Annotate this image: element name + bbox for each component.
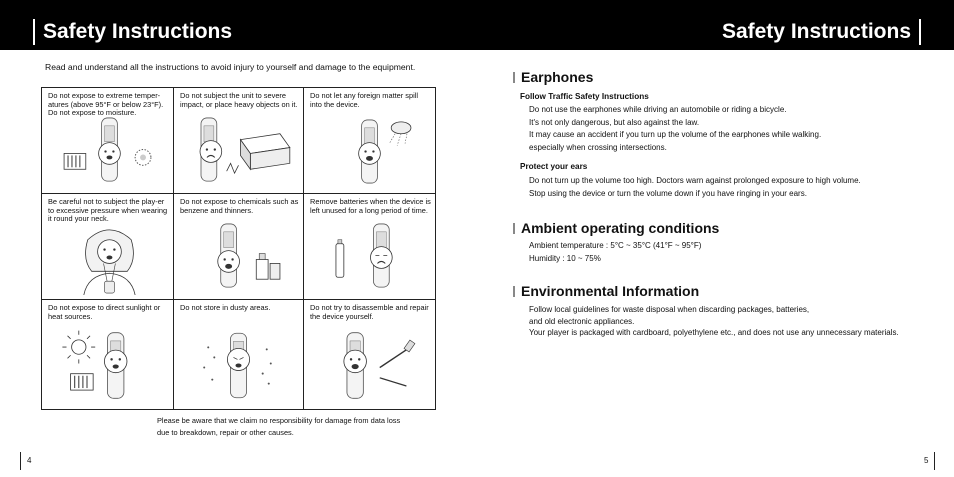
footnote-line: Please be aware that we claim no responsibility for damage from data loss [157, 416, 401, 425]
safety-cell-disassemble [304, 300, 435, 409]
impact-illustration [178, 114, 299, 189]
safety-cell-sunlight [42, 300, 174, 409]
text-line: Ambient temperature : 5°C ~ 35°C (41°F ~ 95°F) [529, 241, 702, 250]
text-line: It's not only dangerous, but also against the law. [529, 117, 700, 127]
cell-text: Do not subject the unit to severe impact, or place heavy objects on it. [180, 91, 298, 109]
text-line: It may cause an accident if you turn up the volume of the earphones while walking. [529, 130, 822, 139]
page-edge-mark-right [934, 452, 935, 470]
ambient-heading [513, 220, 719, 236]
safety-cell-impact [174, 88, 304, 194]
disclaimer-footnote [157, 415, 427, 438]
cell-text: Do not expose to direct sunlight or heat sources. [48, 303, 161, 321]
text-line: and old electronic appliances. [529, 316, 635, 326]
batteries-illustration [308, 220, 431, 295]
safety-cell-batteries [304, 194, 435, 300]
cell-text: Remove batteries when the device is left unused for a long period of time. [310, 197, 431, 215]
heading-text: Environmental Information [521, 283, 700, 299]
heading-bar [513, 72, 515, 83]
intro-text: Read and understand all the instructions to avoid injury to yourself and damage to the equipment. [45, 62, 416, 72]
foreign-matter-illustration [308, 114, 431, 189]
text-line: Do not turn up the volume too high. Doctors warn against prolonged exposure to high volume. [529, 176, 861, 185]
text-line: Stop using the device or turn the volume down if you have ringing in your ears. [529, 188, 807, 198]
cell-text: Do not store in dusty areas. [180, 303, 271, 312]
heading-bar [513, 286, 515, 297]
text-line: Do not use the earphones while driving an automobile or riding a bicycle. [529, 105, 787, 114]
heading-text: Earphones [521, 69, 594, 85]
page-title-right: Safety Instructions [722, 19, 921, 45]
cell-text: Do not expose to chemicals such as benzene and thinners. [180, 197, 299, 215]
page-edge-mark-left [20, 452, 21, 470]
traffic-safety-subhead: Follow Traffic Safety Instructions [520, 92, 649, 101]
traffic-safety-text [529, 104, 929, 154]
cell-text: Do not try to disassemble and repair the device yourself. [310, 303, 429, 321]
safety-grid [41, 87, 436, 410]
cell-text: Do not let any foreign matter spill into the device. [310, 91, 419, 109]
disassemble-illustration [308, 326, 431, 405]
text-line: especially when crossing intersections. [529, 142, 667, 152]
safety-cell-chemicals [174, 194, 304, 300]
page-number-right: 5 [924, 456, 929, 465]
dust-illustration [178, 326, 299, 405]
temperature-illustration [46, 114, 169, 189]
heading-text: Ambient operating conditions [521, 220, 720, 236]
page-title-left: Safety Instructions [33, 19, 232, 45]
safety-cell-neck-pressure [42, 194, 174, 300]
safety-cell-temperature [42, 88, 174, 194]
earphones-heading [513, 69, 593, 85]
protect-ears-subhead: Protect your ears [520, 162, 588, 171]
sunlight-illustration [46, 326, 169, 405]
page-number-left: 4 [27, 456, 32, 465]
footnote-line: due to breakdown, repair or other causes. [157, 427, 294, 437]
safety-cell-foreign-matter [304, 88, 435, 194]
ambient-text [529, 240, 929, 265]
cell-text: Do not expose to extreme temper-atures (above 95°F or below 23°F). Do not expose to moisture. [48, 91, 164, 118]
chemicals-illustration [178, 220, 299, 295]
cell-text: Be careful not to subject the play-er to excessive pressure when wearing it round your neck. [48, 197, 168, 224]
environmental-heading [513, 283, 699, 299]
protect-ears-text [529, 175, 929, 200]
neck-pressure-illustration [46, 220, 169, 295]
safety-cell-dust [174, 300, 304, 409]
text-line: Humidity : 10 ~ 75% [529, 253, 601, 263]
header-banner [0, 0, 954, 50]
text-line: Follow local guidelines for waste disposal when discarding packages, batteries, [529, 305, 810, 314]
heading-bar [513, 223, 515, 234]
environmental-text [529, 304, 929, 339]
text-line: Your player is packaged with cardboard, polyethylene etc., and does not use any unnecessary materials. [529, 328, 899, 337]
